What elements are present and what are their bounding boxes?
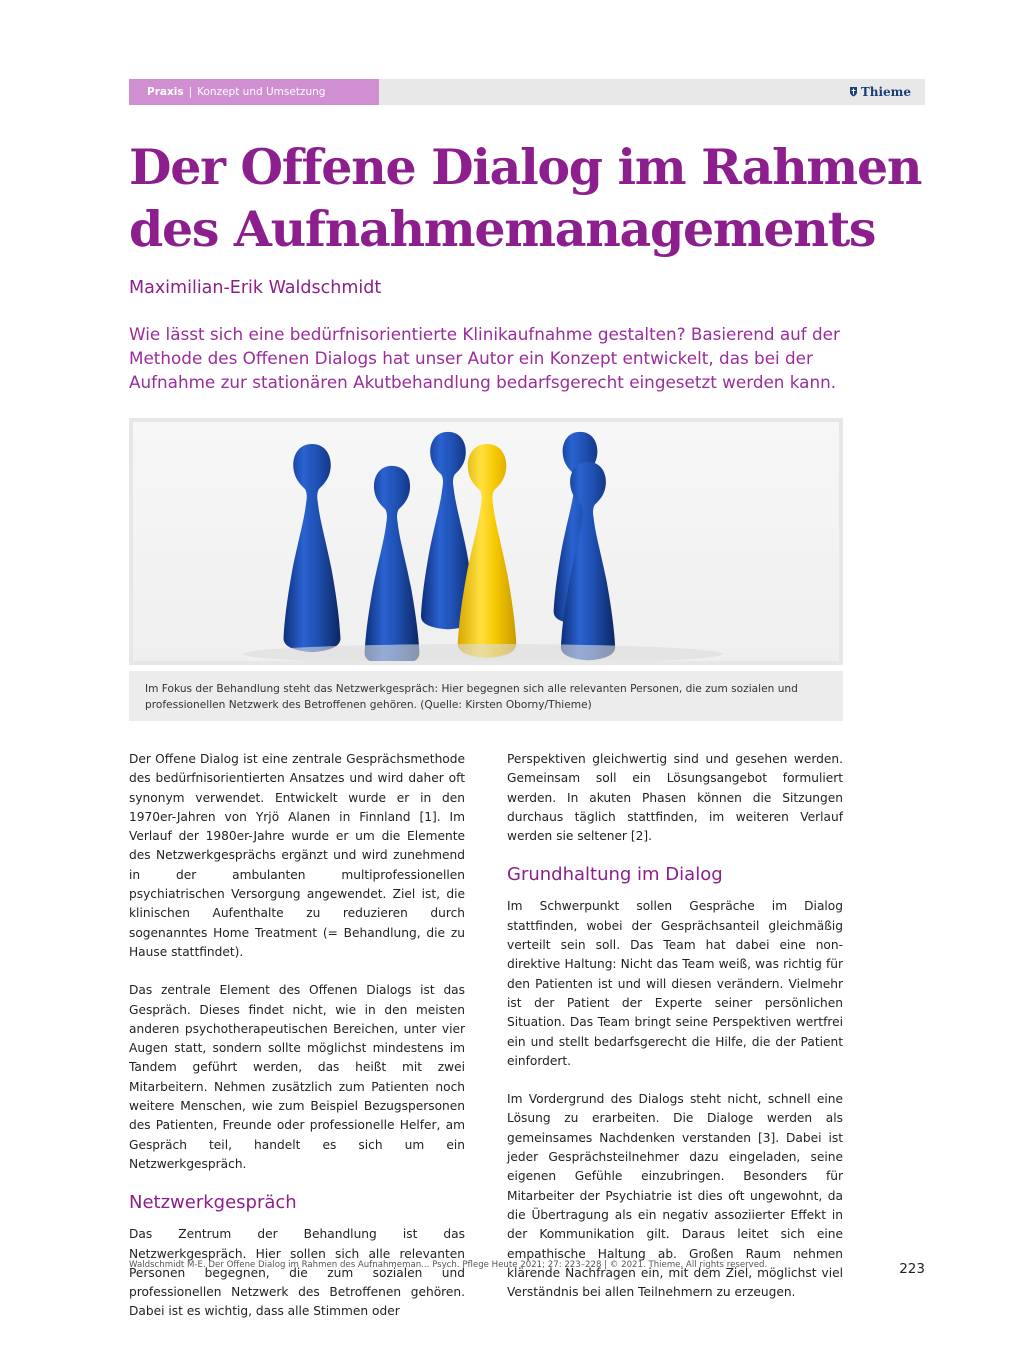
lead-paragraph: Wie lässt sich eine bedürfnisorientierte Klinikaufnahme gestalten? Basierend auf der Methode des Offenen Dialogs hat unser Autor ein Konzept entwickelt, das bei der Aufnahme zur stationären Akutbehandlung bedarfsgerecht eingesetzt werden kann. — [129, 324, 840, 392]
paragraph: Das Zentrum der Behandlung ist das Netzwerkgespräch. Hier sollen sich alle relevanten Personen begegnen, die zum sozialen und professionellen Netzwerk des Betroffenen gehören. Dabei ist es wichtig, dass alle Stimmen oder — [129, 1227, 465, 1319]
figure-image — [129, 418, 843, 665]
footer-citation: Waldschmidt M-E. Der Offene Dialog im Rahmen des Aufnahmeman... Psych. Pflege Heute 2021; 27: 223–228 | © 2021. Thieme. All rights reserved. — [129, 1260, 768, 1270]
section-separator: | — [188, 86, 193, 98]
author-name: Maximilian-Erik Waldschmidt — [129, 278, 382, 298]
page-number: 223 — [899, 1261, 925, 1277]
section-tag — [129, 79, 379, 105]
section-heading-attitude: Grundhaltung im Dialog — [507, 864, 723, 886]
title-line-2: des Aufnahmemanagements — [129, 200, 876, 258]
publisher-name: Thieme — [860, 85, 911, 99]
section-label: Praxis — [147, 86, 184, 98]
figure-caption: Im Fokus der Behandlung steht das Netzwerkgespräch: Hier begegnen sich alle relevanten Personen, die zum sozialen und professionellen Netzwerk des Betroffenen gehören. (Quelle: Kirsten Oborny/Thieme) — [129, 671, 843, 721]
paragraph: Perspektiven gleichwertig sind und gesehen werden. Gemeinsam soll ein Lösungsangebot formuliert werden. In akuten Phasen können die Sitzungen durchaus täglich stattfinden, im weiteren Verlauf werden sie seltener [2]. — [507, 752, 843, 844]
paragraph: Das zentrale Element des Offenen Dialogs ist das Gespräch. Dieses findet nicht, wie in den meisten anderen psychotherapeutischen Bereichen, unter vier Augen statt, sondern sollte möglichst mindestens im Tandem geführt werden, das heißt mit zwei Mitarbeitern. Nehmen zusätzlich zum Patienten noch weitere Menschen, wie zum Beispiel Bezugspersonen des Patienten, Freunde oder professionelle Helfer, am Gespräch teil, handelt es sich um ein Netzwerkgespräch. — [129, 983, 465, 1171]
paragraph: Der Offene Dialog ist eine zentrale Gesprächsmethode des bedürfnisorientierten Ansatzes und wird daher oft synonym verwendet. Entwickelt wurde er in den 1970er-Jahren von Yrjö Alanen in Finnland [1]. Im Verlauf der 1980er-Jahre wurde er um die Elemente des Netzwerkgesprächs ergänzt und wird zunehmend in der ambulanten multiprofessionellen psychiatrischen Versorgung angewendet. Ziel ist, die klinischen Aufenthalte zu reduzieren durch sogenanntes Home Treatment (= Behandlung, die zu Hause stattfindet). — [129, 752, 465, 959]
title-line-1: Der Offene Dialog im Rahmen — [129, 138, 922, 196]
body-column-right — [507, 750, 843, 1302]
running-header — [129, 79, 925, 105]
article-title — [129, 136, 949, 260]
thieme-crest-icon — [849, 86, 858, 97]
body-column-left — [129, 750, 465, 1322]
section-heading-network: Netzwerkgespräch — [129, 1192, 297, 1214]
paragraph: Im Vordergrund des Dialogs steht nicht, schnell eine Lösung zu erarbeiten. Die Dialoge werden als gemeinsames Nachdenken verstanden [3]. Dabei ist jeder Gesprächsteilnehmer dazu eingeladen, seine eigenen Gefühle einzubringen. Besonders für Mitarbeiter der Psychiatrie ist dies oft ungewohnt, da die Übertragung als ein negativ assoziierter Effekt in der Kommunikation gilt. Daraus leitet sich eine empathische Haltung ab. Großen Raum nehmen klärende Nachfragen ein, mit dem Ziel, möglichst viel Verständnis bei allen Teilnehmern zu erzeugen. — [507, 1092, 843, 1300]
game-pieces-illustration — [133, 422, 839, 661]
paragraph: Im Schwerpunkt sollen Gespräche im Dialog stattfinden, wobei der Gesprächsanteil gleichmäßig verteilt sein soll. Das Team hat dabei eine non-direktive Haltung: Nicht das Team weiß, was richtig für den Patienten ist und will diesen verändern. Vielmehr ist der Patient der Experte seiner persönlichen Situation. Das Team bringt seine Perspektiven wertfrei ein und stellt bedarfsgerecht die Hilfe, die der Patient einfordert. — [507, 899, 843, 1068]
publisher-logo — [849, 79, 911, 105]
subsection-label: Konzept und Umsetzung — [197, 86, 326, 98]
